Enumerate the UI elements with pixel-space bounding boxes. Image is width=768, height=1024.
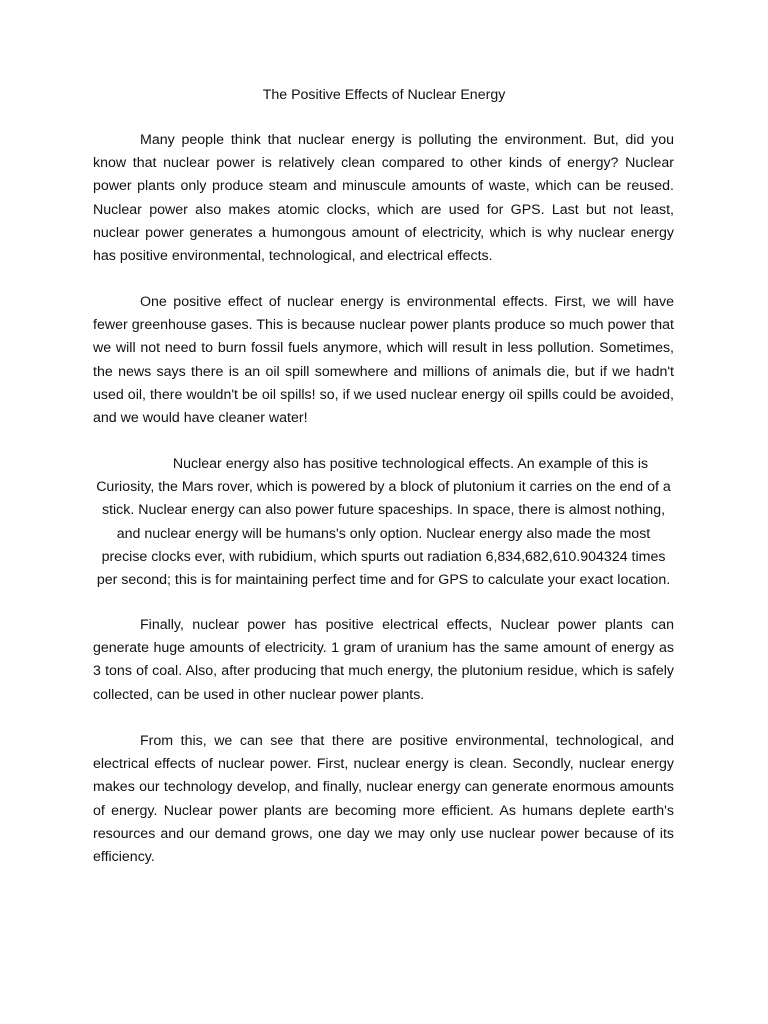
- document-title: The Positive Effects of Nuclear Energy: [262, 87, 506, 103]
- paragraph-technological-text: Nuclear energy also has positive technological effects. An example of this is Curiosity, the Mars rover, which is powered by a block of plutonium it carries on the end of a stick. Nuclear energy can also power future spaceships. In space, there is almost nothing, and nuclear energy will be humans's only option. Nuclear energy also made the most precise clocks ever, with rubidium, which spurts out radiation 6,834,682,610.904324 times per second; this is for maintaining perfect time and for GPS to calculate your exact location.: [96, 456, 671, 589]
- paragraph-introduction: Many people think that nuclear energy is polluting the environment. But, did you know that nuclear power is relatively clean compared to other kinds of energy? Nuclear power plants only produce steam and minuscule amounts of waste, which can be reused. Nuclear power also makes atomic clocks, which are used for GPS. Last but not least, nuclear power generates a humongous amount of electricity, which is why nuclear energy has positive environmental, technological, and electrical effects.: [93, 132, 674, 265]
- paragraph-electrical: Finally, nuclear power has positive electrical effects, Nuclear power plants can generate huge amounts of electricity. 1 gram of uranium has the same amount of energy as 3 tons of coal. Also, after producing that much energy, the plutonium residue, which is safely collected, can be used in other nuclear power plants.: [93, 617, 674, 703]
- paragraph-conclusion: From this, we can see that there are positive environmental, technological, and electrical effects of nuclear power. First, nuclear energy is clean. Secondly, nuclear energy makes our technology develop, and finally, nuclear energy can generate enormous amounts of energy. Nuclear power plants are becoming more efficient. As humans deplete earth's resources and our demand grows, one day we may only use nuclear power because of its efficiency.: [93, 733, 674, 866]
- paragraph-technological: [93, 453, 674, 592]
- paragraph-environmental: One positive effect of nuclear energy is environmental effects. First, we will have fewer greenhouse gases. This is because nuclear power plants produce so much power that we will not need to burn fossil fuels anymore, which will result in less pollution. Sometimes, the news says there is an oil spill somewhere and millions of animals die, but if we hadn't used oil, there wouldn't be oil spills! so, if we used nuclear energy oil spills could be avoided, and we would have cleaner water!: [93, 294, 674, 427]
